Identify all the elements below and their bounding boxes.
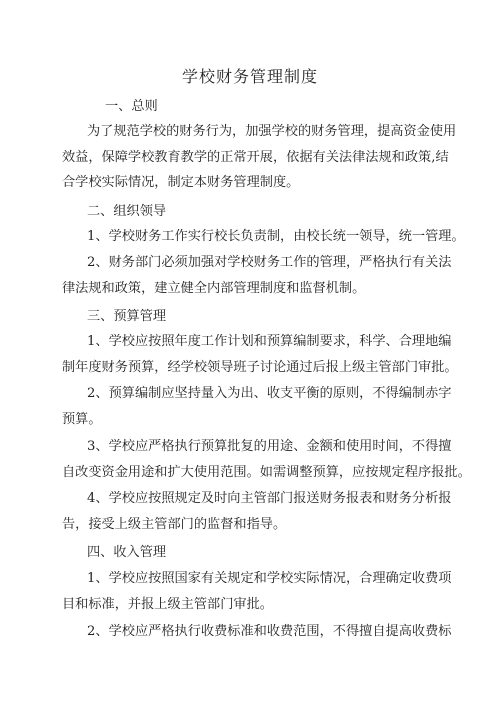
paragraph-line: 2、财务部门必须加强对学校财务工作的管理，严格执行有关法 [87,255,452,270]
paragraph-line: 目和标准，并报上级主管部门审批。 [62,597,273,612]
paragraph-line: 自改变资金用途和扩大使用范围。如需调整预算，应按规定程序报批。 [62,465,471,480]
paragraph-line: 预算。 [62,412,102,427]
paragraph-line: 告，接受上级主管部门的监督和指导。 [62,517,287,532]
paragraph-line: 为了规范学校的财务行为，加强学校的财务管理，提高资金使用 [87,124,457,139]
paragraph-line: 1、学校财务工作实行校长负责制，由校长统一领导，统一管理。 [87,229,465,244]
paragraph-line: 效益，保障学校教育教学的正常开展，依据有关法律法规和政策,结 [62,150,449,165]
paragraph-line: 2、学校应严格执行收费标准和收费范围，不得擅自提高收费标 [87,624,452,639]
section-heading-organization: 二、组织领导 [87,204,167,219]
section-heading-income: 四、收入管理 [87,545,167,560]
section-heading-general: 一、总则 [105,99,158,114]
paragraph-line: 制年度财务预算，经学校领导班子讨论通过后报上级主管部门审批。 [62,360,458,375]
section-heading-budget: 三、预算管理 [87,309,167,324]
paragraph-line: 4、学校应按照规定及时向主管部门报送财务报表和财务分析报 [87,491,452,506]
paragraph-line: 3、学校应严格执行预算批复的用途、金额和使用时间，不得擅 [87,439,452,454]
paragraph-line: 1、学校应按照国家有关规定和学校实际情况，合理确定收费项 [87,571,452,586]
document-title: 学校财务管理制度 [181,67,318,86]
paragraph-line: 2、预算编制应坚持量入为出、收支平衡的原则，不得编制赤字 [87,386,452,401]
paragraph-line: 合学校实际情况，制定本财务管理制度。 [62,175,300,190]
paragraph-line: 1、学校应按照年度工作计划和预算编制要求，科学、合理地编 [87,334,452,349]
paragraph-line: 律法规和政策，建立健全内部管理制度和监督机制。 [62,281,366,296]
